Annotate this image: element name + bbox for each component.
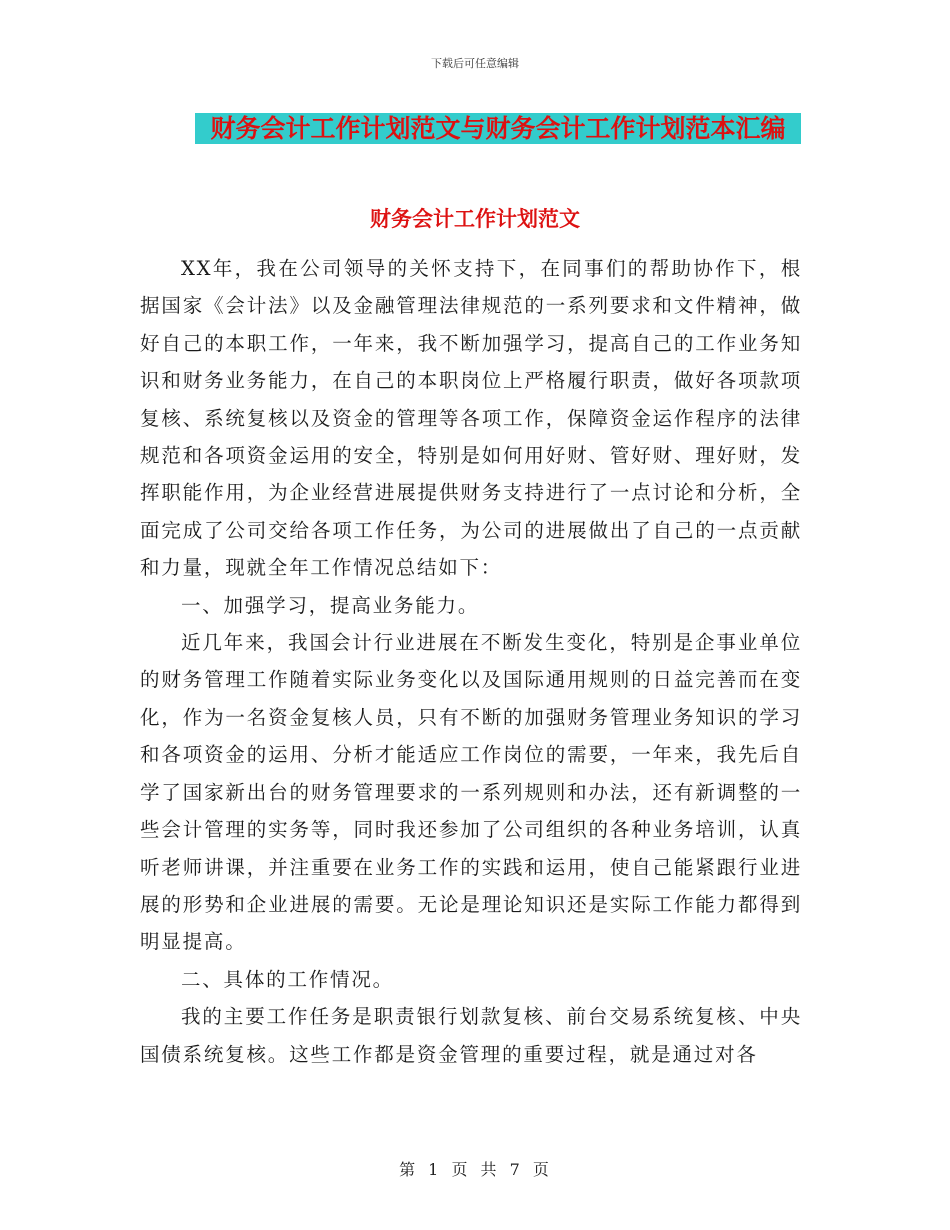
heading-work: 二、具体的工作情况。 — [180, 967, 394, 991]
title-highlight — [195, 113, 801, 144]
document-body — [140, 250, 802, 1073]
page-number: 第 1 页 共 7 页 — [399, 1160, 551, 1179]
paragraph-study: 近几年来，我国会计行业进展在不断发生变化，特别是企事业单位的财务管理工作随着实际业务变化以及国际通用规则的日益完善而在变化，作为一名资金复核人员，只有不断的加强财务管理业务知识的学习和各项资金的运用、分析才能适应工作岗位的需要，一年来，我先后自学了国家新出台的财务管理要求的一系列规则和办法，还有新调整的一些会计管理的实务等，同时我还参加了公司组织的各种业务培训，认真听老师讲课，并注重要在业务工作的实践和运用，使自己能紧跟行业进展的形势和企业进展的需要。无论是理论知识还是实际工作能力都得到明显提高。 — [140, 631, 802, 954]
main-title: 财务会计工作计划范文与财务会计工作计划范本汇编 — [210, 114, 786, 143]
header-note: 下载后可任意编辑 — [431, 57, 519, 70]
heading-study: 一、加强学习，提高业务能力。 — [180, 593, 480, 617]
section-title: 财务会计工作计划范文 — [370, 207, 580, 231]
paragraph-intro: XX年，我在公司领导的关怀支持下，在同事们的帮助协作下，根据国家《会计法》以及金融管理法律规范的一系列要求和文件精神，做好自己的本职工作，一年来，我不断加强学习，提高自己的工作业务知识和财务业务能力，在自己的本职岗位上严格履行职责，做好各项款项复核、系统复核以及资金的管理等各项工作，保障资金运作程序的法律规范和各项资金运用的安全，特别是如何用好财、管好财、理好财，发挥职能作用，为企业经营进展提供财务支持进行了一点讨论和分析，全面完成了公司交给各项工作任务，为公司的进展做出了自己的一点贡献和力量，现就全年工作情况总结如下： — [140, 257, 802, 580]
paragraph-work: 我的主要工作任务是职责银行划款复核、前台交易系统复核、中央国债系统复核。这些工作都是资金管理的重要过程，就是通过对各 — [140, 1005, 802, 1066]
